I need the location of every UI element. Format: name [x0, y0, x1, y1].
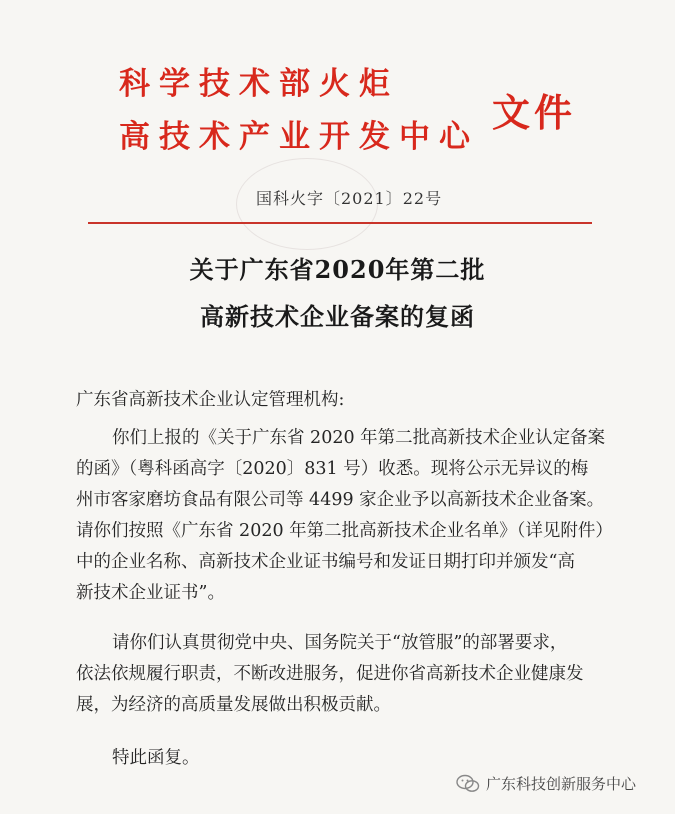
body-line: 依法依规履行职责，不断改进服务，促进你省高新技术企业健康发	[76, 664, 584, 684]
red-divider-rule	[88, 222, 592, 224]
wechat-watermark	[456, 773, 636, 794]
body-line: 请你们按照《广东省 2020 年第二批高新技术企业名单》（详见附件）	[76, 521, 613, 541]
body-line: 中的企业名称、高新技术企业证书编号和发证日期打印并颁发“高	[76, 552, 575, 572]
title-line2: 高新技术企业备案的复函	[200, 302, 475, 331]
body-line: 你们上报的《关于广东省 2020 年第二批高新技术企业认定备案	[112, 428, 606, 448]
salutation: 广东省高新技术企业认定管理机构:	[76, 390, 345, 410]
account-name: 广东科技创新服务中心	[486, 775, 637, 793]
document-number: 国科火字〔2021〕22号	[256, 189, 443, 208]
body-line: 的函》（粤科函高字〔2020〕831 号）收悉。现将公示无异议的梅	[76, 459, 589, 479]
wechat-icon	[456, 774, 480, 794]
document-type-label: 文件	[492, 90, 577, 135]
body-line: 请你们认真贯彻党中央、国务院关于“放管服”的部署要求，	[112, 633, 568, 653]
body-line: 展，为经济的高质量发展做出积极贡献。	[76, 695, 391, 715]
agency-name-line1: 科学技术部火炬	[119, 66, 399, 102]
body-line: 州市客家磨坊食品有限公司等 4499 家企业予以高新技术企业备案。	[76, 490, 605, 510]
agency-name-line2: 高技术产业开发中心	[119, 119, 479, 155]
title-line1: 关于广东省2020年第二批	[189, 255, 486, 284]
closing-line: 特此函复。	[112, 748, 200, 768]
body-line: 新技术企业证书”。	[76, 583, 225, 603]
